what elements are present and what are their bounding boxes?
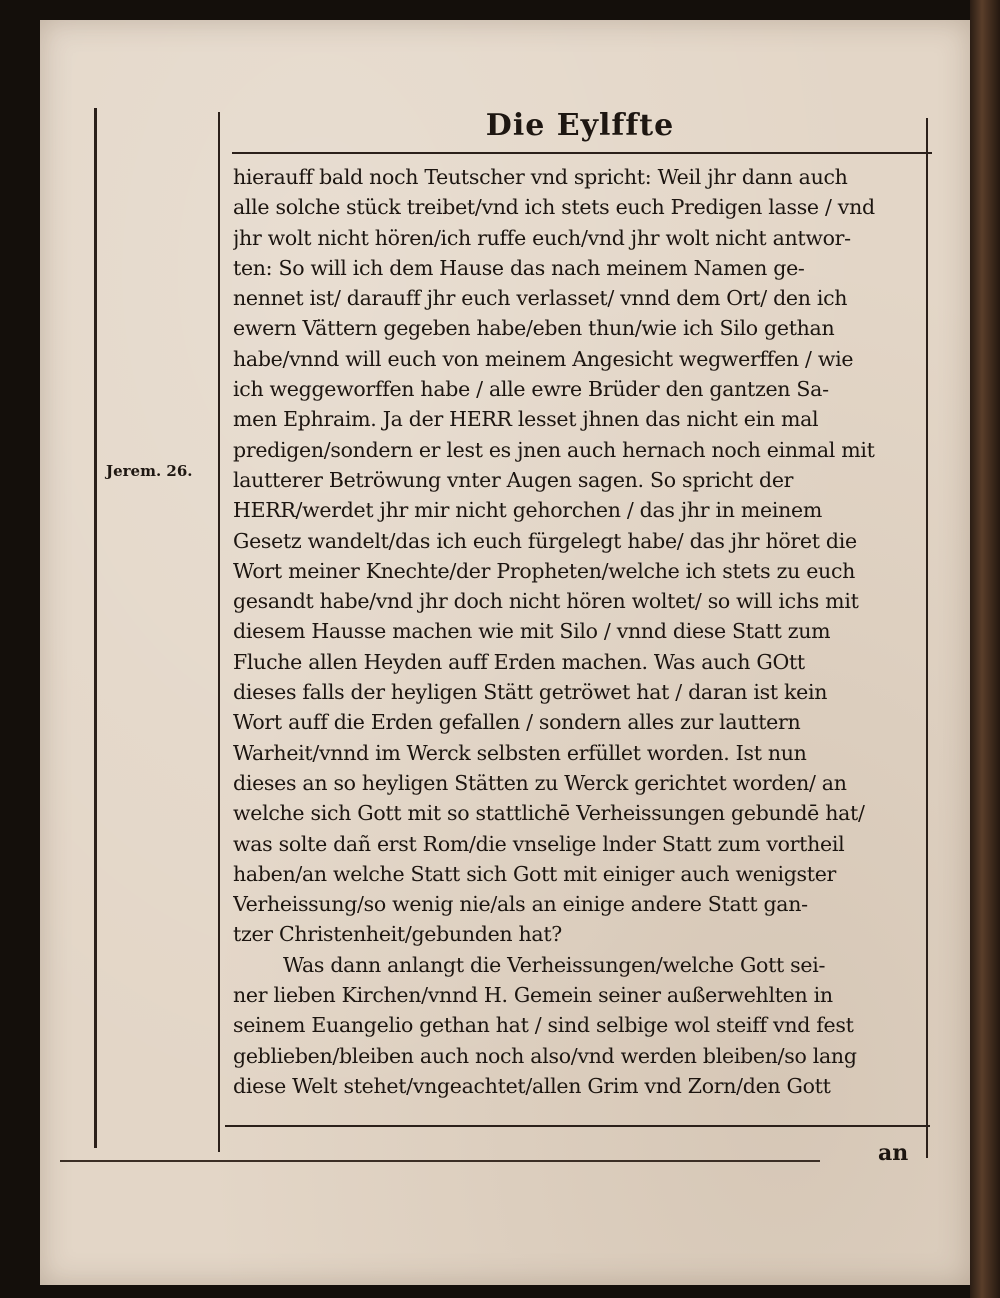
text-line: Was dann anlangt die Verheissungen/welche Gott sei- xyxy=(283,952,826,977)
text-line: Gesetz wandelt/das ich euch fürgelegt habe/ das jhr höret die xyxy=(233,528,857,553)
text-line: ewern Vättern gegeben habe/eben thun/wie ich Silo gethan xyxy=(233,316,835,341)
frame-rule-inner-left xyxy=(218,112,220,1152)
body-text xyxy=(233,162,933,1101)
text-line: geblieben/bleiben auch noch also/vnd werden bleiben/so lang xyxy=(233,1043,857,1068)
footer-rule xyxy=(225,1125,930,1127)
text-line: ten: So will ich dem Hause das nach meinem Namen ge- xyxy=(233,255,805,280)
text-line: welche sich Gott mit so stattlichē Verheissungen gebundē hat/ xyxy=(233,801,865,826)
text-line: Verheissung/so wenig nie/als an einige andere Statt gan- xyxy=(233,892,808,917)
text-line: nennet ist/ darauff jhr euch verlasset/ vnnd dem Ort/ den ich xyxy=(233,286,848,311)
catchword: an xyxy=(878,1140,909,1166)
text-line: ner lieben Kirchen/vnnd H. Gemein seiner außerwehlten in xyxy=(233,983,833,1008)
bottom-rule xyxy=(60,1160,820,1162)
text-line: diesem Hausse machen wie mit Silo / vnnd diese Statt zum xyxy=(233,619,831,644)
text-line: haben/an welche Statt sich Gott mit einiger auch wenigster xyxy=(233,861,837,886)
running-head: Die Eylffte xyxy=(485,108,675,143)
frame-rule-left xyxy=(94,108,97,1148)
text-line: lautterer Betröwung vnter Augen sagen. So spricht der xyxy=(233,467,794,492)
text-line: dieses falls der heyligen Stätt getröwet hat / daran ist kein xyxy=(233,680,828,705)
text-line: tzer Christenheit/gebunden hat? xyxy=(233,922,562,947)
text-line: hierauff bald noch Teutscher vnd spricht: Weil jhr dann auch xyxy=(233,165,848,189)
book-edge xyxy=(970,0,1000,1298)
text-line: alle solche stück treibet/vnd ich stets euch Predigen lasse / vnd xyxy=(233,195,875,220)
text-line: HERR/werdet jhr mir nicht gehorchen / das jhr in meinem xyxy=(233,498,822,523)
header-rule xyxy=(232,152,932,154)
text-line: ich weggeworffen habe / alle ewre Brüder den gantzen Sa- xyxy=(233,377,829,402)
text-line: dieses an so heyligen Stätten zu Werck gerichtet worden/ an xyxy=(233,770,847,795)
text-line: Wort meiner Knechte/der Propheten/welche ich stets zu euch xyxy=(233,558,856,583)
text-line: jhr wolt nicht hören/ich ruffe euch/vnd jhr wolt nicht antwor- xyxy=(233,225,851,250)
text-line: Fluche allen Heyden auff Erden machen. Was auch GOtt xyxy=(233,649,805,674)
text-line: predigen/sondern er lest es jnen auch hernach noch einmal mit xyxy=(233,437,875,462)
text-line: seinem Euangelio gethan hat / sind selbige wol steiff vnd fest xyxy=(233,1013,854,1038)
text-line: diese Welt stehet/vngeachtet/allen Grim vnd Zorn/den Gott xyxy=(233,1073,831,1098)
text-line: Wort auff die Erden gefallen / sondern alles zur lauttern xyxy=(233,710,801,735)
margin-note: Jerem. 26. xyxy=(106,462,193,480)
text-line: Warheit/vnnd im Werck selbsten erfüllet worden. Ist nun xyxy=(233,740,807,765)
text-line: men Ephraim. Ja der HERR lesset jhnen das nicht ein mal xyxy=(233,407,819,432)
text-line: gesandt habe/vnd jhr doch nicht hören woltet/ so will ichs mit xyxy=(233,589,859,614)
text-line: habe/vnnd will euch von meinem Angesicht wegwerffen / wie xyxy=(233,346,854,371)
text-line: was solte dañ erst Rom/die vnselige lnder Statt zum vortheil xyxy=(233,831,845,856)
